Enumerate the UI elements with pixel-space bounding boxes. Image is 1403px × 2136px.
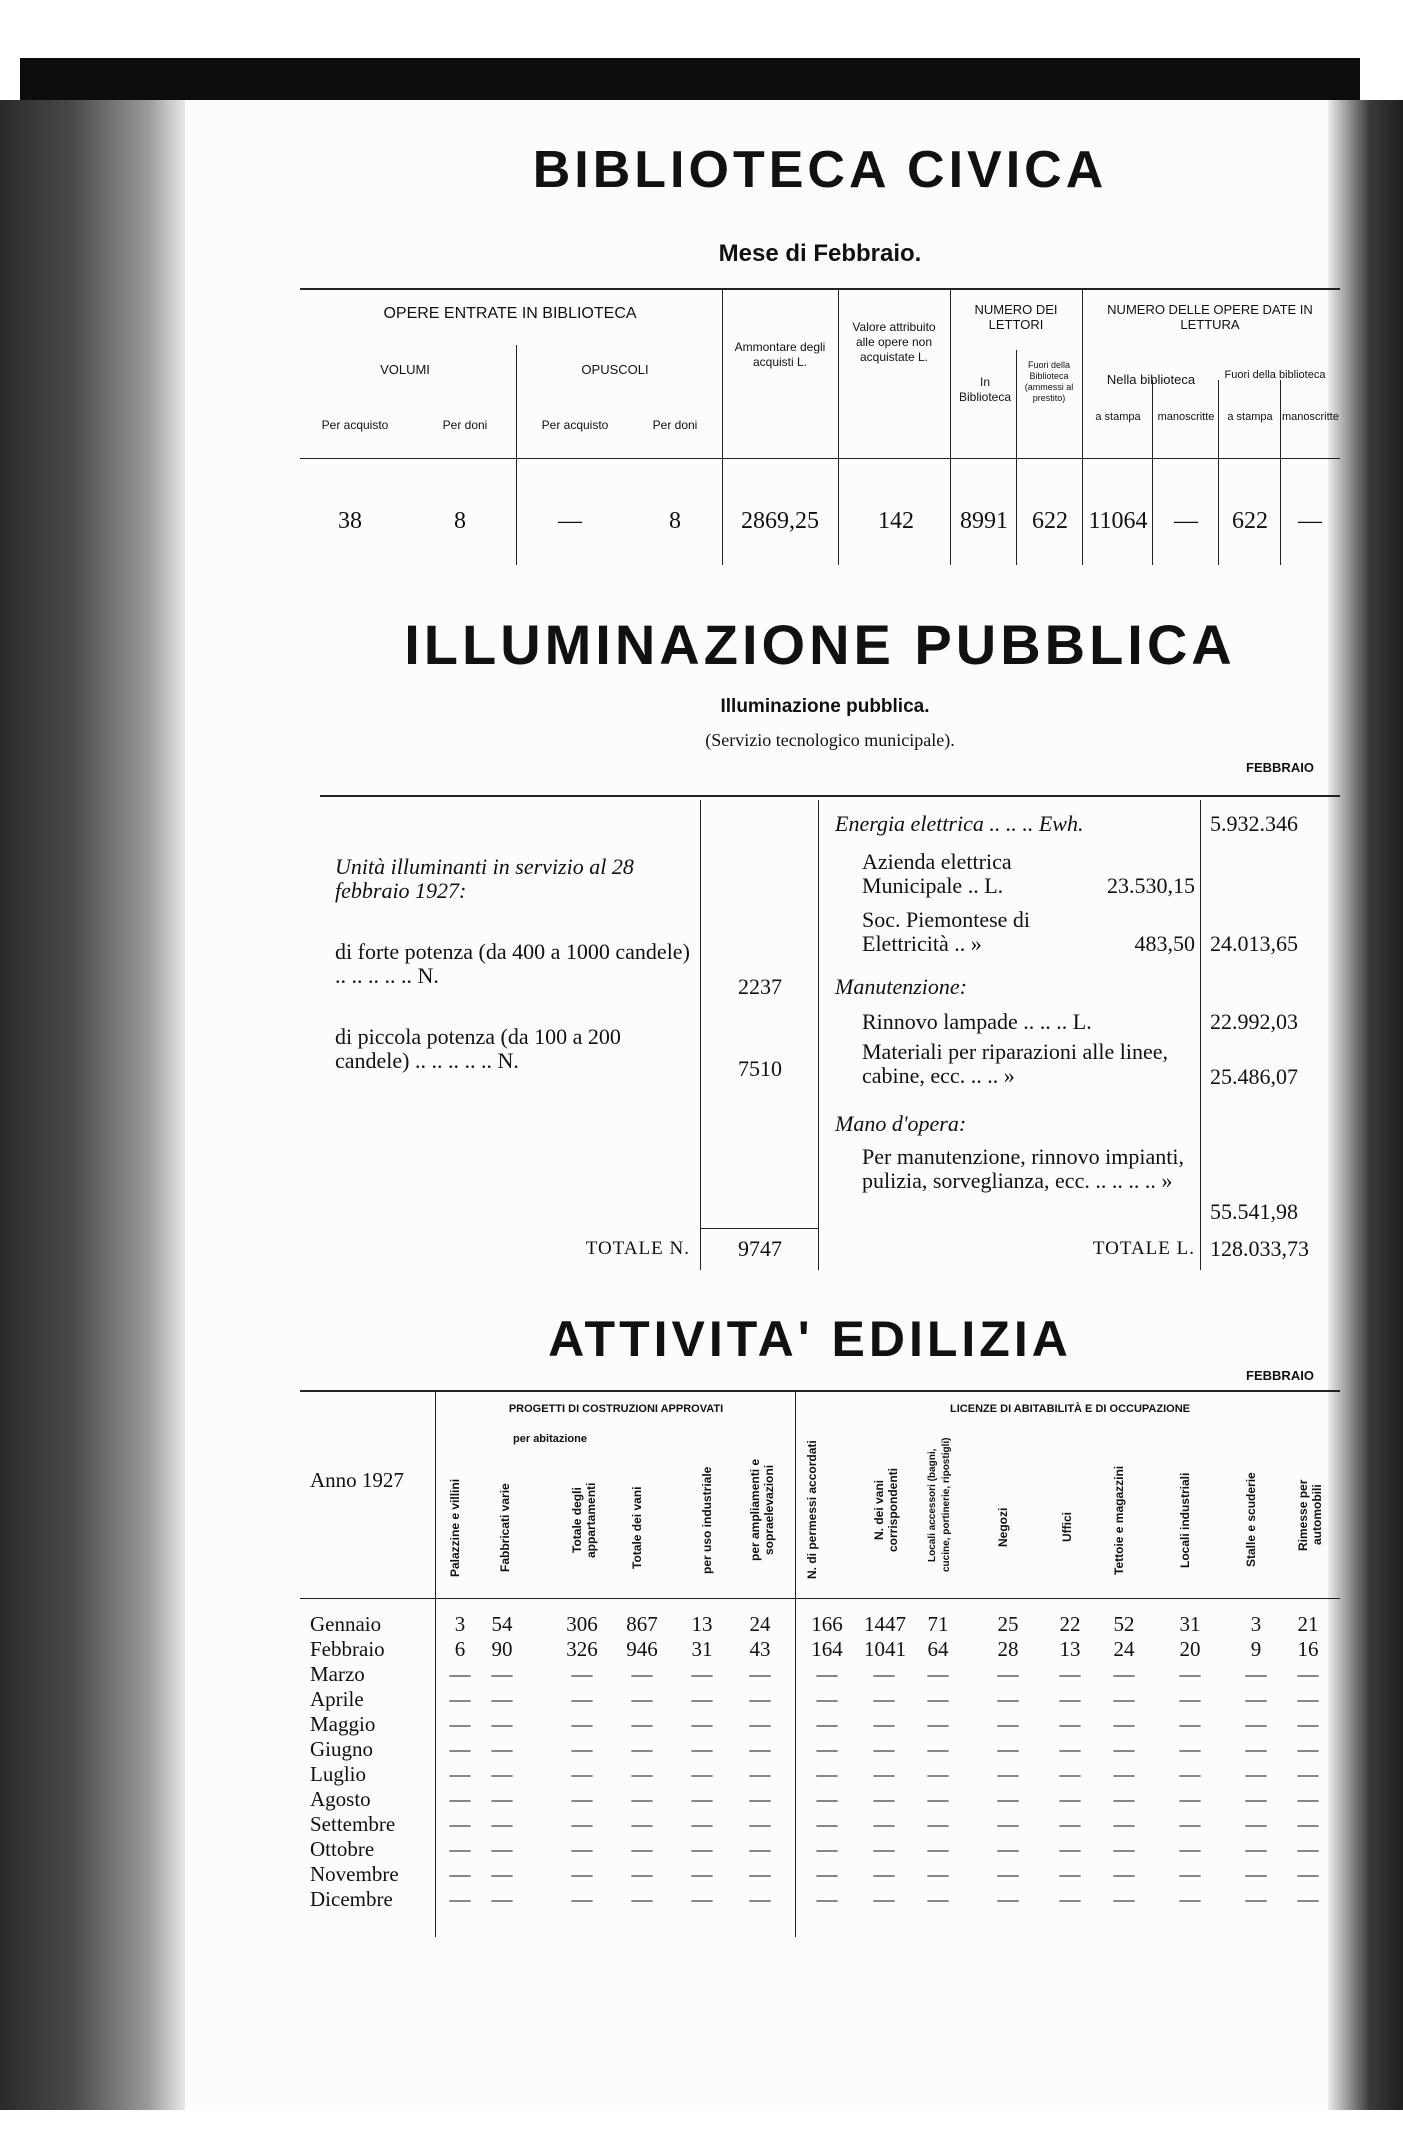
valore-header: Valore attribuito alle opere non acquistate L.	[852, 320, 936, 364]
table-cell: —	[1297, 1737, 1319, 1761]
table-cell: —	[1113, 1737, 1135, 1761]
table-cell: —	[749, 1862, 771, 1886]
table-cell: —	[749, 1737, 771, 1761]
table-cell: —	[1179, 1837, 1201, 1861]
table-cell: 90	[491, 1637, 513, 1661]
table-cell: —	[631, 1712, 653, 1736]
totale-l-label: TOTALE L.	[1092, 1238, 1195, 1259]
piccola-potenza-text: di piccola potenza (da 100 a 200 candele) .. .. .. .. .. N.	[335, 1024, 621, 1073]
table-cell: —	[749, 1662, 771, 1686]
table-cell: 28	[997, 1637, 1019, 1661]
table-cell: —	[997, 1737, 1019, 1761]
table-cell: —	[1179, 1887, 1201, 1911]
month-label: Gennaio	[310, 1612, 382, 1636]
table-cell: —	[816, 1662, 838, 1686]
per-manutenzione-value: 55.541,98	[1210, 1199, 1298, 1224]
table-cell: —	[1059, 1737, 1081, 1761]
piccola-potenza-value: 7510	[738, 1056, 782, 1081]
table-cell: —	[1113, 1762, 1135, 1786]
table-cell: —	[491, 1662, 513, 1686]
table-cell: —	[1179, 1737, 1201, 1761]
table-cell: 21	[1297, 1612, 1319, 1636]
table-cell: —	[873, 1737, 895, 1761]
manoscritte-header: manoscritte	[1157, 411, 1215, 423]
table-cell: —	[449, 1787, 471, 1811]
table-cell: —	[1113, 1787, 1135, 1811]
table-cell: —	[1297, 1862, 1319, 1886]
table-cell: 43	[749, 1637, 771, 1661]
column-divider	[722, 290, 723, 565]
table-cell: —	[997, 1837, 1019, 1861]
table-cell: —	[1297, 1687, 1319, 1711]
table-cell: —	[816, 1837, 838, 1861]
volumi-header: VOLUMI	[380, 362, 430, 377]
table-cell: —	[691, 1737, 713, 1761]
value-cell: 11064	[1088, 508, 1148, 534]
table-cell: —	[1297, 1787, 1319, 1811]
volumi-acquisto-header: Per acquisto	[321, 418, 389, 432]
table-cell: —	[691, 1787, 713, 1811]
column-header: Locali industriali	[1178, 1472, 1192, 1568]
table-cell: —	[816, 1812, 838, 1836]
table-cell: —	[691, 1762, 713, 1786]
table-cell: —	[927, 1737, 949, 1761]
table-cell: —	[816, 1712, 838, 1736]
table-cell: —	[691, 1812, 713, 1836]
column-divider	[1152, 380, 1153, 565]
a-stampa-header: a stampa	[1227, 411, 1273, 423]
table-cell: 166	[811, 1612, 843, 1636]
table-cell: —	[997, 1662, 1019, 1686]
column-divider	[1200, 800, 1201, 1270]
table-cell: 24	[749, 1612, 771, 1636]
table-cell: —	[873, 1837, 895, 1861]
table-cell: —	[491, 1737, 513, 1761]
table-cell: —	[1245, 1837, 1267, 1861]
table-cell: —	[449, 1837, 471, 1861]
table-cell: —	[1113, 1887, 1135, 1911]
table-cell: —	[1059, 1762, 1081, 1786]
nella-biblioteca-header: Nella biblioteca	[1106, 372, 1196, 387]
rinnovo-label: Rinnovo lampade .. .. .. L.	[862, 1009, 1092, 1034]
table-cell: —	[873, 1862, 895, 1886]
column-divider	[516, 345, 517, 565]
numero-lettori-header: NUMERO DEI LETTORI	[974, 302, 1058, 332]
table-cell: —	[816, 1762, 838, 1786]
table-cell: —	[749, 1762, 771, 1786]
value-cell: 2869,25	[741, 508, 819, 534]
table-cell: —	[873, 1762, 895, 1786]
scan-left-shadow	[0, 100, 185, 2110]
table-cell: —	[691, 1662, 713, 1686]
table-cell: —	[1297, 1662, 1319, 1686]
scan-bottom-edge	[0, 2110, 1403, 2136]
table-cell: —	[491, 1762, 513, 1786]
table-cell: 946	[626, 1637, 658, 1661]
azienda-label: Azienda elettrica Municipale .. L.	[862, 849, 1012, 898]
table-cell: —	[1179, 1712, 1201, 1736]
column-header: per uso industriale	[700, 1466, 714, 1574]
table-cell: —	[691, 1837, 713, 1861]
table-cell: —	[571, 1737, 593, 1761]
table-cell: 31	[1179, 1612, 1201, 1636]
table-cell: —	[816, 1787, 838, 1811]
table-cell: —	[449, 1737, 471, 1761]
month-label: Novembre	[310, 1862, 399, 1886]
table-cell: —	[691, 1712, 713, 1736]
table-cell: —	[873, 1787, 895, 1811]
value-cell: —	[1298, 508, 1322, 534]
table-cell: —	[491, 1712, 513, 1736]
per-abitazione-header: per abitazione	[513, 1433, 587, 1445]
column-divider	[838, 290, 839, 565]
table-cell: —	[873, 1812, 895, 1836]
month-label: Maggio	[310, 1712, 376, 1736]
table-cell: —	[1297, 1712, 1319, 1736]
table-cell: —	[749, 1887, 771, 1911]
table-cell: —	[1113, 1662, 1135, 1686]
scan-top-edge	[0, 0, 1403, 70]
table-cell: —	[927, 1712, 949, 1736]
table-rule	[300, 288, 1340, 290]
table-rule	[300, 1598, 1340, 1599]
month-label: Settembre	[310, 1812, 396, 1836]
column-header: Totale degli appartamenti	[570, 1482, 598, 1558]
table-cell: —	[997, 1862, 1019, 1886]
table-rule	[320, 795, 1340, 797]
table-cell: —	[1245, 1787, 1267, 1811]
energia-value: 5.932.346	[1210, 811, 1298, 836]
table-cell: —	[1113, 1837, 1135, 1861]
table-cell: —	[873, 1662, 895, 1686]
unita-text: Unità illuminanti in servizio al 28 febbraio 1927:	[335, 854, 634, 903]
table-cell: 52	[1113, 1612, 1135, 1636]
table-cell: 6	[454, 1637, 466, 1661]
table-cell: —	[491, 1787, 513, 1811]
materiali-value: 25.486,07	[1210, 1064, 1298, 1089]
table-cell: —	[631, 1862, 653, 1886]
table-cell: —	[1059, 1862, 1081, 1886]
table-cell: —	[571, 1762, 593, 1786]
forte-potenza-value: 2237	[738, 974, 782, 999]
table-cell: —	[571, 1862, 593, 1886]
manoscritte-header: manoscritte	[1282, 411, 1339, 423]
table-cell: —	[571, 1687, 593, 1711]
edilizia-title: ATTIVITA' EDILIZIA	[548, 1311, 1072, 1367]
soc-value: 483,50	[1134, 931, 1195, 956]
table-cell: —	[1059, 1812, 1081, 1836]
column-divider	[950, 290, 951, 565]
fuori-lettori-header: Fuori della Biblioteca (ammessi al prestito)	[1024, 360, 1074, 403]
column-header: N. di permessi accordati	[805, 1440, 819, 1580]
value-cell: 622	[1032, 508, 1068, 534]
table-rule	[300, 1390, 1340, 1392]
table-cell: —	[1245, 1762, 1267, 1786]
month-label: Agosto	[310, 1787, 371, 1811]
table-cell: 13	[691, 1612, 713, 1636]
table-cell: —	[449, 1762, 471, 1786]
column-header: per ampliamenti e sopraelevazioni	[748, 1458, 776, 1562]
table-cell: —	[491, 1687, 513, 1711]
table-cell: —	[1297, 1812, 1319, 1836]
illuminazione-title: ILLUMINAZIONE PUBBLICA	[404, 613, 1236, 676]
energia-label: Energia elettrica .. .. .. Ewh.	[835, 811, 1084, 836]
azienda-value: 23.530,15	[1107, 873, 1195, 898]
table-cell: —	[631, 1837, 653, 1861]
table-cell: —	[631, 1887, 653, 1911]
table-cell: —	[491, 1862, 513, 1886]
manutenzione-heading: Manutenzione:	[835, 974, 967, 999]
scan-right-shadow	[1328, 100, 1403, 2110]
table-cell: —	[1179, 1662, 1201, 1686]
table-cell: —	[997, 1787, 1019, 1811]
table-cell: —	[449, 1812, 471, 1836]
table-cell: —	[927, 1887, 949, 1911]
opuscoli-header: OPUSCOLI	[581, 362, 649, 377]
table-cell: 20	[1179, 1637, 1201, 1661]
table-cell: —	[997, 1712, 1019, 1736]
table-cell: —	[997, 1687, 1019, 1711]
table-cell: 9	[1250, 1637, 1262, 1661]
table-cell: —	[631, 1687, 653, 1711]
opere-header: OPERE ENTRATE IN BIBLIOTECA	[383, 305, 637, 322]
value-cell: —	[558, 508, 582, 534]
table-cell: —	[631, 1737, 653, 1761]
value-cell: 8	[669, 508, 681, 534]
column-divider	[1082, 290, 1083, 565]
materiali-label: Materiali per riparazioni alle linee, cabine, ecc. .. .. »	[862, 1039, 1169, 1088]
table-cell: —	[1059, 1662, 1081, 1686]
table-cell: —	[927, 1787, 949, 1811]
month-label: Ottobre	[310, 1837, 375, 1861]
column-header: Locali accessori (bagni, cucine, portinerie, ripostigli)	[927, 1437, 952, 1573]
table-cell: —	[927, 1862, 949, 1886]
table-cell: —	[873, 1687, 895, 1711]
a-stampa-header: a stampa	[1095, 411, 1141, 423]
table-cell: —	[873, 1887, 895, 1911]
table-cell: —	[1059, 1712, 1081, 1736]
table-cell: 25	[997, 1612, 1019, 1636]
table-rule	[300, 458, 1340, 459]
value-cell: 142	[878, 508, 914, 534]
table-cell: 164	[811, 1637, 843, 1661]
table-cell: —	[1059, 1837, 1081, 1861]
table-cell: —	[816, 1887, 838, 1911]
table-cell: —	[1179, 1762, 1201, 1786]
table-cell: —	[927, 1762, 949, 1786]
table-cell: —	[491, 1887, 513, 1911]
table-cell: —	[449, 1687, 471, 1711]
table-cell: 1041	[864, 1637, 906, 1661]
value-cell: 8991	[960, 508, 1008, 534]
table-cell: —	[1245, 1687, 1267, 1711]
table-cell: 54	[491, 1612, 513, 1636]
soc-label: Soc. Piemontese di Elettricità .. »	[862, 907, 1031, 956]
table-cell: —	[631, 1812, 653, 1836]
volumi-doni-header: Per doni	[442, 418, 488, 432]
energia-total-value: 24.013,65	[1210, 931, 1298, 956]
table-cell: —	[749, 1787, 771, 1811]
numero-opere-header: NUMERO DELLE OPERE DATE IN LETTURA	[1107, 302, 1313, 332]
column-divider	[818, 800, 819, 1270]
table-cell: 3	[1250, 1612, 1262, 1636]
table-cell: —	[571, 1712, 593, 1736]
column-divider	[795, 1392, 796, 1937]
totale-l-value: 128.033,73	[1210, 1236, 1309, 1261]
table-cell: —	[927, 1687, 949, 1711]
table-cell: —	[997, 1887, 1019, 1911]
table-cell: —	[927, 1837, 949, 1861]
table-cell: —	[1059, 1887, 1081, 1911]
table-rule	[700, 1228, 818, 1229]
column-divider	[700, 800, 701, 1270]
table-cell: —	[571, 1787, 593, 1811]
table-cell: —	[1113, 1812, 1135, 1836]
value-cell: 8	[454, 508, 466, 534]
column-divider	[435, 1392, 436, 1937]
table-cell: 16	[1297, 1637, 1319, 1661]
column-divider	[1016, 350, 1017, 565]
table-cell: —	[1113, 1687, 1135, 1711]
table-cell: —	[816, 1687, 838, 1711]
licenze-header: LICENZE DI ABITABILITÀ E DI OCCUPAZIONE	[950, 1403, 1190, 1415]
in-biblioteca-header: In Biblioteca	[958, 375, 1012, 404]
illuminazione-month: FEBBRAIO	[1246, 760, 1314, 775]
mano-opera-heading: Mano d'opera:	[835, 1111, 967, 1136]
table-cell: —	[449, 1662, 471, 1686]
table-cell: —	[571, 1887, 593, 1911]
illuminazione-subtitle: Illuminazione pubblica.	[720, 696, 930, 717]
table-cell: 306	[566, 1612, 598, 1636]
column-header: Totale dei vani	[630, 1486, 644, 1569]
value-cell: 622	[1232, 508, 1268, 534]
table-cell: —	[1245, 1662, 1267, 1686]
table-cell: —	[491, 1812, 513, 1836]
table-cell: 71	[927, 1612, 949, 1636]
table-cell: —	[1179, 1687, 1201, 1711]
column-header: Negozi	[996, 1507, 1010, 1548]
table-cell: 22	[1059, 1612, 1081, 1636]
value-cell: —	[1174, 508, 1198, 534]
table-cell: —	[1113, 1712, 1135, 1736]
table-cell: —	[927, 1812, 949, 1836]
table-cell: 31	[691, 1637, 713, 1661]
table-cell: —	[1113, 1862, 1135, 1886]
table-cell: —	[816, 1862, 838, 1886]
table-cell: —	[997, 1762, 1019, 1786]
table-cell: 64	[927, 1637, 949, 1661]
table-cell: —	[1059, 1687, 1081, 1711]
table-cell: —	[449, 1887, 471, 1911]
table-cell: —	[1059, 1787, 1081, 1811]
edilizia-month: FEBBRAIO	[1246, 1368, 1314, 1383]
table-cell: 867	[626, 1612, 658, 1636]
table-cell: —	[1297, 1837, 1319, 1861]
month-label: Marzo	[310, 1662, 365, 1686]
value-cell: 38	[338, 508, 362, 534]
table-cell: 1447	[864, 1612, 906, 1636]
table-cell: —	[997, 1812, 1019, 1836]
opuscoli-acquisto-header: Per acquisto	[541, 418, 609, 432]
table-cell: —	[491, 1837, 513, 1861]
column-header: N. dei vani corrispondenti	[872, 1468, 900, 1553]
month-label: Giugno	[310, 1737, 373, 1761]
column-header: Rimesse per automobili	[1296, 1479, 1324, 1551]
table-cell: —	[927, 1662, 949, 1686]
table-cell: 24	[1113, 1637, 1135, 1661]
table-cell: —	[873, 1712, 895, 1736]
biblioteca-subtitle: Mese di Febbraio.	[718, 240, 922, 267]
table-cell: —	[816, 1737, 838, 1761]
rinnovo-value: 22.992,03	[1210, 1009, 1298, 1034]
per-manutenzione-label: Per manutenzione, rinnovo impianti, pulizia, sorveglianza, ecc. .. .. .. .. »	[862, 1144, 1184, 1193]
table-cell: 3	[454, 1612, 466, 1636]
table-cell: —	[631, 1662, 653, 1686]
biblioteca-title: BIBLIOTECA CIVICA	[532, 141, 1108, 199]
table-cell: —	[749, 1712, 771, 1736]
column-header: Uffici	[1060, 1512, 1074, 1543]
table-cell: —	[1245, 1862, 1267, 1886]
table-cell: —	[631, 1787, 653, 1811]
totale-n-label: TOTALE N.	[585, 1238, 690, 1259]
table-cell: —	[449, 1712, 471, 1736]
table-cell: —	[1245, 1812, 1267, 1836]
month-label: Aprile	[310, 1687, 364, 1711]
table-cell: —	[1297, 1762, 1319, 1786]
totale-n-value: 9747	[738, 1236, 782, 1261]
table-cell: 326	[566, 1637, 598, 1661]
column-divider	[1280, 380, 1281, 565]
table-cell: —	[571, 1812, 593, 1836]
table-cell: —	[1245, 1712, 1267, 1736]
column-header: Stalle e scuderie	[1244, 1472, 1258, 1568]
servizio-label: (Servizio tecnologico municipale).	[705, 730, 955, 750]
table-cell: —	[691, 1862, 713, 1886]
table-cell: —	[691, 1687, 713, 1711]
table-cell: —	[749, 1687, 771, 1711]
table-cell: —	[1179, 1812, 1201, 1836]
column-header: Fabbricati varie	[498, 1483, 512, 1572]
ammontare-header: Ammontare degli acquisti L.	[734, 340, 826, 369]
progetti-header: PROGETTI DI COSTRUZIONI APPROVATI	[508, 1403, 724, 1415]
anno-label: Anno 1927	[310, 1468, 404, 1492]
table-cell: —	[691, 1887, 713, 1911]
opuscoli-doni-header: Per doni	[652, 418, 698, 432]
column-divider	[1218, 380, 1219, 565]
table-cell: —	[571, 1662, 593, 1686]
table-cell: —	[1245, 1737, 1267, 1761]
month-label: Dicembre	[310, 1887, 393, 1911]
table-cell: —	[749, 1812, 771, 1836]
table-cell: —	[1245, 1887, 1267, 1911]
table-cell: —	[631, 1762, 653, 1786]
table-cell: —	[571, 1837, 593, 1861]
table-cell: 13	[1059, 1637, 1081, 1661]
fuori-biblioteca-header: Fuori della biblioteca	[1224, 369, 1326, 381]
column-header: Palazzine e villini	[448, 1478, 462, 1577]
month-label: Luglio	[310, 1762, 366, 1786]
month-label: Febbraio	[310, 1637, 385, 1661]
forte-potenza-text: di forte potenza (da 400 a 1000 candele) .. .. .. .. .. N.	[335, 939, 690, 988]
table-cell: —	[1297, 1887, 1319, 1911]
table-cell: —	[1179, 1787, 1201, 1811]
table-cell: —	[1179, 1862, 1201, 1886]
column-header: Tettoie e magazzini	[1112, 1465, 1126, 1575]
table-cell: —	[449, 1862, 471, 1886]
table-cell: —	[749, 1837, 771, 1861]
